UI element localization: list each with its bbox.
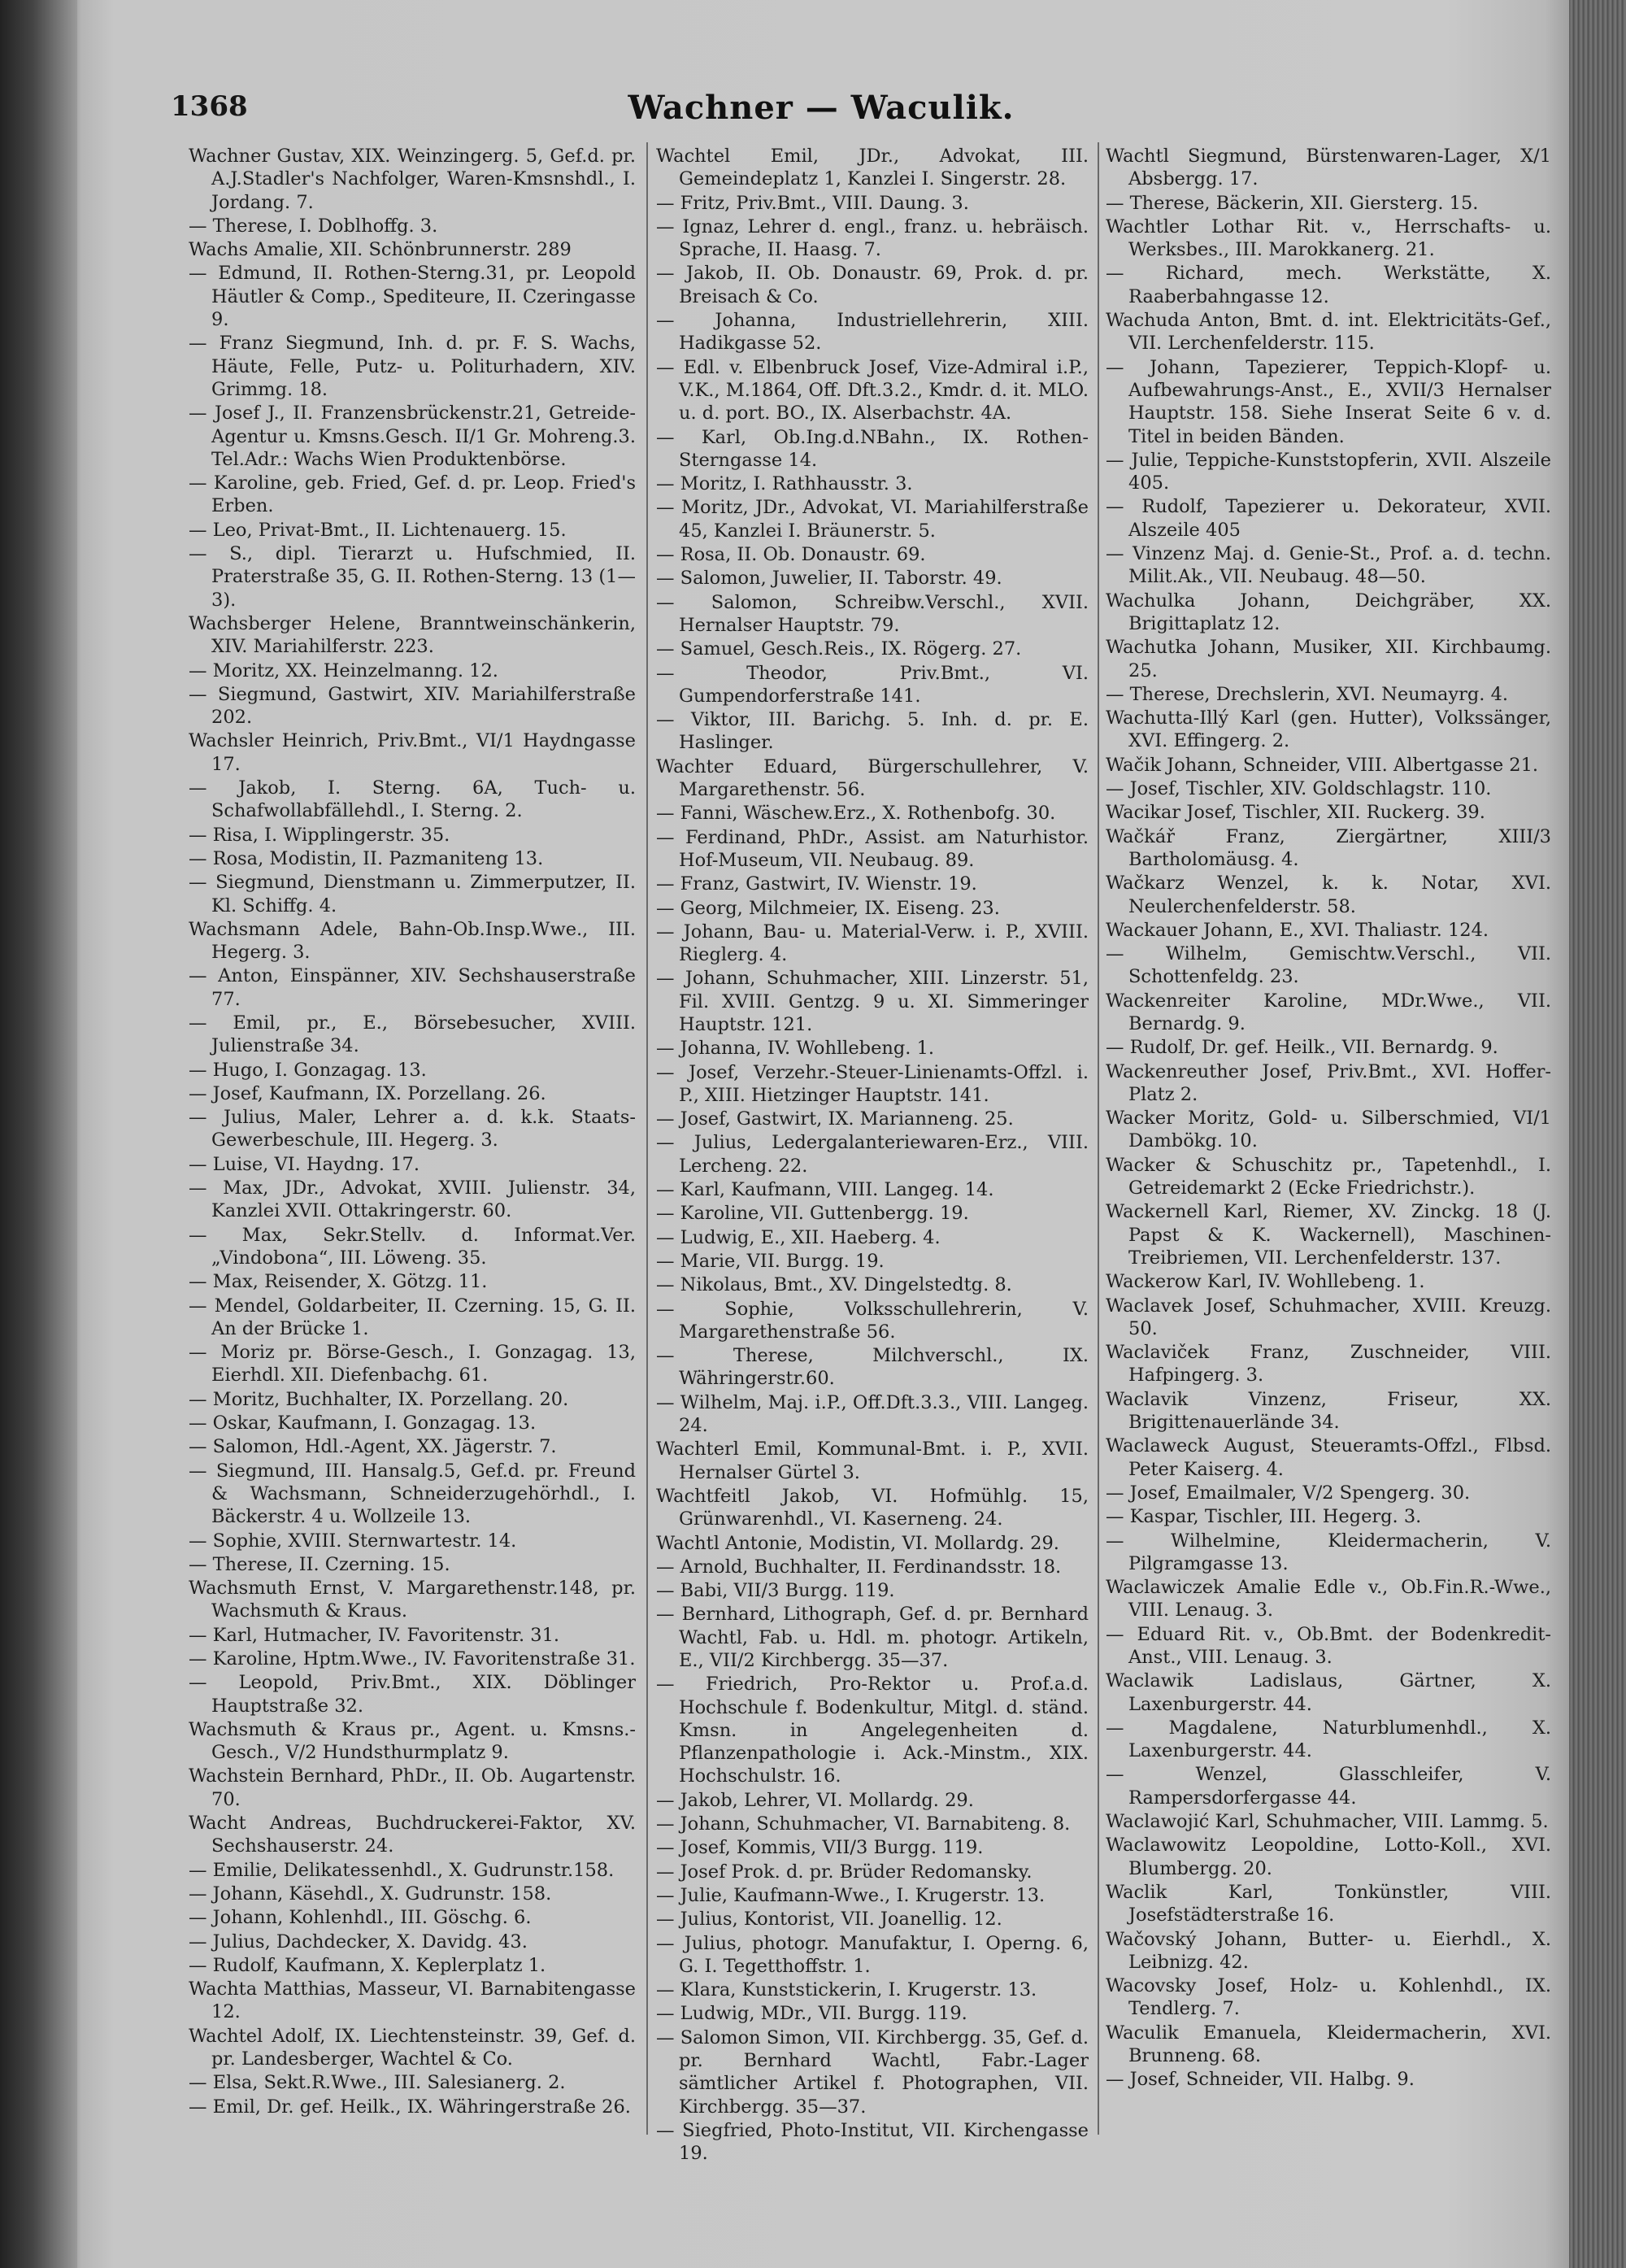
- directory-entry: — Kaspar, Tischler, III. Hegerg. 3.: [1106, 1506, 1422, 1528]
- directory-entry: — S., dipl. Tierarzt u. Hufschmied, II. Praterstraße 35, G. II. Rothen-Sterng. 13 (1—3).: [189, 543, 636, 611]
- directory-entry: — Josef, Schneider, VII. Halbg. 9.: [1106, 2069, 1415, 2091]
- directory-entry: — Emil, pr., E., Börsebesucher, XVIII. Julienstraße 34.: [189, 1012, 636, 1057]
- directory-entry: — Moritz, XX. Heinzelmanng. 12.: [189, 660, 498, 681]
- directory-entry: Wachsberger Helene, Branntweinschänkerin, XIV. Mariahilferstr. 223.: [189, 612, 636, 658]
- directory-entry: Waclawiczek Amalie Edle v., Ob.Fin.R.-Wwe., VIII. Lenaug. 3.: [1106, 1577, 1551, 1622]
- directory-entry: — Ludwig, E., XII. Haeberg. 4.: [656, 1226, 941, 1248]
- directory-entry: Wachsmuth Ernst, V. Margarethenstr.148, pr. Wachsmuth & Kraus.: [189, 1578, 636, 1622]
- directory-entry: — Moriz pr. Börse-Gesch., I. Gonzagag. 13, Eierhdl. XII. Diefenbachg. 61.: [189, 1342, 636, 1386]
- directory-entry: — Theodor, Priv.Bmt., VI. Gumpendorferstraße 141.: [656, 662, 1089, 707]
- directory-entry: — Josef, Gastwirt, IX. Marianneng. 25.: [656, 1108, 1014, 1130]
- directory-entry: — Siegmund, Dienstmann u. Zimmerputzer, II. Kl. Schiffg. 4.: [189, 872, 636, 916]
- directory-entry: — Salomon, Hdl.-Agent, XX. Jägerstr. 7.: [189, 1436, 557, 1458]
- directory-entry: — Sophie, Volksschullehrerin, V. Margarethenstraße 56.: [656, 1298, 1089, 1343]
- directory-entry: — Johanna, Industriellehrerin, XIII. Hadikgasse 52.: [656, 310, 1089, 355]
- directory-entry: — Josef, Kommis, VII/3 Burgg. 119.: [656, 1837, 984, 1859]
- directory-entry: — Salomon, Juwelier, II. Taborstr. 49.: [656, 568, 1002, 590]
- directory-entry: Waclik Karl, Tonkünstler, VIII. Josefstädterstraße 16.: [1106, 1881, 1551, 1926]
- directory-entry: Wačkarz Wenzel, k. k. Notar, XVI. Neulerchenfelderstr. 58.: [1106, 873, 1551, 917]
- directory-entry: — Ignaz, Lehrer d. engl., franz. u. hebräisch. Sprache, II. Haasg. 7.: [656, 215, 1089, 261]
- directory-entry: Wačik Johann, Schneider, VIII. Albertgasse 21.: [1106, 754, 1539, 776]
- directory-entry: — Arnold, Buchhalter, II. Ferdinandsstr. 18.: [656, 1556, 1062, 1578]
- directory-entry: Wacovsky Josef, Holz- u. Kohlenhdl., IX. Tendlerg. 7.: [1106, 1975, 1551, 2020]
- directory-entry: — Rosa, II. Ob. Donaustr. 69.: [656, 544, 926, 566]
- directory-entry: — Siegmund, III. Hansalg.5, Gef.d. pr. Freund & Wachsmann, Schneiderzugehörhdl., I. Bäckerstr. 4 u. Wollzeile 13.: [189, 1460, 636, 1528]
- directory-entry: — Julie, Teppiche-Kunststopferin, XVII. Alszeile 405.: [1106, 449, 1551, 494]
- directory-entry: — Max, Sekr.Stellv. d. Informat.Ver. „Vindobona“, III. Löweng. 35.: [189, 1224, 636, 1269]
- directory-entry: — Salomon, Schreibw.Verschl., XVII. Hernalser Hauptstr. 79.: [656, 591, 1089, 636]
- directory-entry: — Josef Prok. d. pr. Brüder Redomansky.: [656, 1861, 1033, 1883]
- directory-entry: Wachtl Antonie, Modistin, VI. Mollardg. 29.: [656, 1532, 1059, 1554]
- directory-entry: — Jakob, Lehrer, VI. Mollardg. 29.: [656, 1789, 974, 1811]
- directory-entry: — Viktor, III. Barichg. 5. Inh. d. pr. E. Haslinger.: [656, 709, 1089, 754]
- directory-entry: — Friedrich, Pro-Rektor u. Prof.a.d. Hochschule f. Bodenkultur, Mitgl. d. ständ. Kmsn. in Angelegenheiten d. Pflanzenpathologie i. Ack.-Minstm., XIX. Hochschulstr. 16.: [656, 1674, 1089, 1787]
- directory-entry: Waclaviček Franz, Zuschneider, VIII. Hafpingerg. 3.: [1106, 1342, 1551, 1386]
- directory-entry: Wackenreiter Karoline, MDr.Wwe., VII. Bernardg. 9.: [1106, 990, 1551, 1034]
- directory-entry: — Wilhelmine, Kleidermacherin, V. Pilgramgasse 13.: [1106, 1530, 1551, 1574]
- directory-entry: — Mendel, Goldarbeiter, II. Czerning. 15, G. II. An der Brücke 1.: [189, 1295, 636, 1339]
- directory-entry: — Johann, Bau- u. Material-Verw. i. P., XVIII. Rieglerg. 4.: [656, 921, 1089, 966]
- directory-entry: Wachuda Anton, Bmt. d. int. Elektricitäts-Gef., VII. Lerchenfelderstr. 115.: [1106, 310, 1551, 355]
- directory-entry: — Risa, I. Wipplingerstr. 35.: [189, 824, 450, 846]
- directory-entry: Wachutta-Illý Karl (gen. Hutter), Volkssänger, XVI. Effingerg. 2.: [1106, 707, 1551, 752]
- directory-entry: — Julius, Kontorist, VII. Joanellig. 12.: [656, 1909, 1002, 1931]
- directory-entry: — Josef, Tischler, XIV. Goldschlagstr. 110.: [1106, 778, 1492, 800]
- directory-entry: — Johann, Käsehdl., X. Gudrunstr. 158.: [189, 1883, 552, 1905]
- directory-entry: Wachner Gustav, XIX. Weinzingerg. 5, Gef.d. pr. A.J.Stadler's Nachfolger, Waren-Kmsnshdl., I. Jordang. 7.: [189, 146, 636, 213]
- directory-entry: — Max, Reisender, X. Götzg. 11.: [189, 1271, 488, 1293]
- directory-entry: Wachtfeitl Jakob, VI. Hofmühlg. 15, Grünwarenhdl., VI. Kaserneng. 24.: [656, 1485, 1089, 1530]
- directory-entry: Wachutka Johann, Musiker, XII. Kirchbaumg. 25.: [1106, 637, 1551, 681]
- directory-entry: — Karl, Kaufmann, VIII. Langeg. 14.: [656, 1179, 994, 1201]
- directory-entry: — Wenzel, Glasschleifer, V. Rampersdorfergasse 44.: [1106, 1764, 1551, 1809]
- directory-entry: — Jakob, II. Ob. Donaustr. 69, Prok. d. pr. Breisach & Co.: [656, 263, 1089, 307]
- directory-entry: — Franz Siegmund, Inh. d. pr. F. S. Wachs, Häute, Felle, Putz- u. Politurhadern, XIV. Grimmg. 18.: [189, 333, 636, 400]
- directory-entry: — Julius, Dachdecker, X. Davidg. 43.: [189, 1931, 528, 1952]
- directory-entry: — Emil, Dr. gef. Heilk., IX. Währingerstraße 26.: [189, 2096, 631, 2118]
- directory-entry: Wackerow Karl, IV. Wohllebeng. 1.: [1106, 1271, 1425, 1293]
- column-rule: [646, 142, 648, 2135]
- directory-column-2: [656, 145, 1089, 2165]
- directory-entry: Wachtel Adolf, IX. Liechtensteinstr. 39, Gef. d. pr. Landesberger, Wachtel & Co.: [189, 2025, 636, 2070]
- directory-entry: — Georg, Milchmeier, IX. Eiseng. 23.: [656, 897, 1000, 919]
- directory-entry: — Luise, VI. Haydng. 17.: [189, 1153, 420, 1175]
- directory-entry: — Moritz, JDr., Advokat, VI. Mariahilferstraße 45, Kanzlei I. Bräunerstr. 5.: [656, 497, 1089, 542]
- directory-entry: — Julius, photogr. Manufaktur, I. Operng. 6, G. I. Tegetthoffstr. 1.: [656, 1932, 1089, 1977]
- directory-entry: Wackauer Johann, E., XVI. Thaliastr. 124.: [1106, 919, 1489, 941]
- running-head: Wachner — Waculik.: [628, 89, 1015, 127]
- directory-entry: — Ferdinand, PhDr., Assist. am Naturhistor. Hof-Museum, VII. Neubaug. 89.: [656, 826, 1089, 871]
- directory-column-1: [189, 145, 636, 2137]
- directory-entry: Wachulka Johann, Deichgräber, XX. Brigittaplatz 12.: [1106, 590, 1551, 634]
- directory-entry: Wacker & Schuschitz pr., Tapetenhdl., I. Getreidemarkt 2 (Ecke Friedrichstr.).: [1106, 1154, 1551, 1199]
- directory-entry: — Magdalene, Naturblumenhdl., X. Laxenburgerstr. 44.: [1106, 1717, 1551, 1762]
- directory-entry: — Karoline, VII. Guttenbergg. 19.: [656, 1203, 969, 1225]
- directory-entry: Wachsmuth & Kraus pr., Agent. u. Kmsns.-Gesch., V/2 Hundsthurmplatz 9.: [189, 1718, 636, 1764]
- directory-entry: — Samuel, Gesch.Reis., IX. Rögerg. 27.: [656, 638, 1022, 660]
- directory-entry: — Therese, Drechslerin, XVI. Neumayrg. 4.: [1106, 683, 1509, 705]
- directory-entry: — Oskar, Kaufmann, I. Gonzagag. 13.: [189, 1413, 537, 1434]
- directory-entry: — Rosa, Modistin, II. Pazmaniteng 13.: [189, 847, 544, 869]
- directory-entry: — Max, JDr., Advokat, XVIII. Julienstr. 34, Kanzlei XVII. Ottakringerstr. 60.: [189, 1178, 636, 1222]
- directory-entry: — Julie, Kaufmann-Wwe., I. Krugerstr. 13.: [656, 1884, 1046, 1906]
- directory-entry: Waculik Emanuela, Kleidermacherin, XVI. Brunneng. 68.: [1106, 2022, 1551, 2067]
- directory-entry: Wachsler Heinrich, Priv.Bmt., VI/1 Haydngasse 17.: [189, 730, 636, 775]
- directory-entry: — Moritz, Buchhalter, IX. Porzellang. 20.: [189, 1388, 569, 1410]
- directory-entry: — Johanna, IV. Wohllebeng. 1.: [656, 1038, 935, 1060]
- directory-entry: — Nikolaus, Bmt., XV. Dingelstedtg. 8.: [656, 1274, 1012, 1296]
- directory-entry: — Karl, Ob.Ing.d.NBahn., IX. Rothen-Sterngasse 14.: [656, 426, 1089, 471]
- directory-entry: — Johann, Schuhmacher, XIII. Linzerstr. 51, Fil. XVIII. Gentzg. 9 u. XI. Simmeringer Hauptstr. 121.: [656, 968, 1089, 1035]
- directory-entry: — Emilie, Delikatessenhdl., X. Gudrunstr.158.: [189, 1859, 615, 1881]
- directory-entry: Wachtler Lothar Rit. v., Herrschafts- u. Werksbes., III. Marokkanerg. 21.: [1106, 215, 1551, 261]
- directory-entry: — Johann, Schuhmacher, VI. Barnabiteng. 8.: [656, 1813, 1071, 1835]
- directory-entry: — Wilhelm, Maj. i.P., Off.Dft.3.3., VIII. Langeg. 24.: [656, 1391, 1089, 1437]
- directory-entry: — Moritz, I. Rathhausstr. 3.: [656, 473, 913, 495]
- directory-entry: Waclawik Ladislaus, Gärtner, X. Laxenburgerstr. 44.: [1106, 1670, 1551, 1715]
- directory-entry: — Therese, II. Czerning. 15.: [189, 1553, 450, 1575]
- page-header: [171, 85, 1504, 142]
- directory-entry: Waclawowitz Leopoldine, Lotto-Koll., XVI. Blumbergg. 20.: [1106, 1835, 1551, 1879]
- directory-entry: Wačovský Johann, Butter- u. Eierhdl., X. Leibnizg. 42.: [1106, 1928, 1551, 1973]
- directory-entry: — Edl. v. Elbenbruck Josef, Vize-Admiral i.P., V.K., M.1864, Off. Dft.3.2., Kmdr. d. it. MLO. u. d. port. BO., IX. Alserbachstr. 4A.: [656, 356, 1089, 424]
- page-number: 1368: [171, 90, 248, 123]
- directory-entry: — Therese, Bäckerin, XII. Giersterg. 15.: [1106, 192, 1479, 214]
- directory-entry: — Johann, Kohlenhdl., III. Göschg. 6.: [189, 1907, 532, 1929]
- directory-entry: — Josef, Verzehr.-Steuer-Linienamts-Offzl. i. P., XIII. Hietzinger Hauptstr. 141.: [656, 1061, 1089, 1106]
- page-stack-edge: [1569, 0, 1626, 2268]
- directory-column-3: [1106, 145, 1551, 2137]
- directory-entry: — Eduard Rit. v., Ob.Bmt. der Bodenkredit-Anst., VIII. Lenaug. 3.: [1106, 1623, 1551, 1668]
- directory-entry: Waclawojić Karl, Schuhmacher, VIII. Lammg. 5.: [1106, 1811, 1549, 1833]
- directory-entry: — Bernhard, Lithograph, Gef. d. pr. Bernhard Wachtl, Fab. u. Hdl. m. photogr. Artikeln, E., VII/2 Kirchbergg. 35—37.: [656, 1604, 1089, 1671]
- directory-entry: — Sophie, XVIII. Sternwartestr. 14.: [189, 1530, 517, 1552]
- directory-entry: Wachterl Emil, Kommunal-Bmt. i. P., XVII. Hernalser Gürtel 3.: [656, 1439, 1089, 1483]
- column-rule: [1098, 142, 1099, 2135]
- directory-entry: Wackenreuther Josef, Priv.Bmt., XVI. Hoffer-Platz 2.: [1106, 1060, 1551, 1105]
- directory-entry: Waclavek Josef, Schuhmacher, XVIII. Kreuzg. 50.: [1106, 1295, 1551, 1339]
- directory-entry: Wachta Matthias, Masseur, VI. Barnabitengasse 12.: [189, 1979, 636, 2023]
- directory-entry: — Josef J., II. Franzensbrückenstr.21, Getreide-Agentur u. Kmsns.Gesch. II/1 Gr. Mohreng.3. Tel.Adr.: Wachs Wien Produktenbörse.: [189, 403, 636, 470]
- directory-entry: — Edmund, II. Rothen-Sterng.31, pr. Leopold Häutler & Comp., Spediteure, II. Czeringasse 9.: [189, 263, 636, 331]
- directory-entry: — Josef, Kaufmann, IX. Porzellang. 26.: [189, 1082, 546, 1104]
- directory-entry: — Josef, Emailmaler, V/2 Spengerg. 30.: [1106, 1482, 1471, 1504]
- directory-entry: — Karl, Hutmacher, IV. Favoritenstr. 31.: [189, 1624, 560, 1646]
- directory-entry: — Babi, VII/3 Burgg. 119.: [656, 1580, 895, 1602]
- directory-entry: — Franz, Gastwirt, IV. Wienstr. 19.: [656, 873, 977, 895]
- directory-entry: — Wilhelm, Gemischtw.Verschl., VII. Schottenfeldg. 23.: [1106, 943, 1551, 988]
- directory-entry: — Klara, Kunststickerin, I. Krugerstr. 13.: [656, 1979, 1037, 2001]
- directory-entry: — Rudolf, Dr. gef. Heilk., VII. Bernardg. 9.: [1106, 1037, 1498, 1059]
- directory-entry: Wachter Eduard, Bürgerschullehrer, V. Margarethenstr. 56.: [656, 755, 1089, 801]
- directory-entry: — Richard, mech. Werkstätte, X. Raaberbahngasse 12.: [1106, 263, 1551, 307]
- directory-entry: — Leopold, Priv.Bmt., XIX. Döblinger Hauptstraße 32.: [189, 1672, 636, 1717]
- directory-entry: Wacker Moritz, Gold- u. Silberschmied, VI/1 Dambökg. 10.: [1106, 1108, 1551, 1152]
- directory-entry: — Therese, Milchverschl., IX. Währingerstr.60.: [656, 1345, 1089, 1390]
- directory-entry: — Julius, Ledergalanteriewaren-Erz., VIII. Lercheng. 22.: [656, 1132, 1089, 1177]
- directory-entry: — Julius, Maler, Lehrer a. d. k.k. Staats-Gewerbeschule, III. Hegerg. 3.: [189, 1107, 636, 1151]
- directory-entry: — Therese, I. Doblhoffg. 3.: [189, 215, 438, 237]
- directory-entry: Wachsmann Adele, Bahn-Ob.Insp.Wwe., III. Hegerg. 3.: [189, 918, 636, 964]
- directory-entry: — Siegmund, Gastwirt, XIV. Mariahilferstraße 202.: [189, 683, 636, 729]
- directory-entry: — Jakob, I. Sterng. 6A, Tuch- u. Schafwollabfällehdl., I. Sterng. 2.: [189, 777, 636, 822]
- directory-entry: — Fanni, Wäschew.Erz., X. Rothenbofg. 30.: [656, 803, 1056, 825]
- directory-entry: — Leo, Privat-Bmt., II. Lichtenauerg. 15.: [189, 519, 567, 541]
- directory-entry: Wachtl Siegmund, Bürstenwaren-Lager, X/1 Absbergg. 17.: [1106, 146, 1551, 190]
- directory-entry: — Hugo, I. Gonzagag. 13.: [189, 1059, 427, 1081]
- directory-entry: Waclaweck August, Steueramts-Offzl., Flbsd. Peter Kaiserg. 4.: [1106, 1435, 1551, 1480]
- directory-entry: — Rudolf, Tapezierer u. Dekorateur, XVII. Alszeile 405: [1106, 496, 1551, 541]
- directory-entry: Wachstein Bernhard, PhDr., II. Ob. Augartenstr. 70.: [189, 1765, 636, 1810]
- directory-entry: — Marie, VII. Burgg. 19.: [656, 1250, 885, 1272]
- directory-entry: Wachtel Emil, JDr., Advokat, III. Gemeindeplatz 1, Kanzlei I. Singerstr. 28.: [656, 146, 1089, 190]
- directory-entry: — Fritz, Priv.Bmt., VIII. Daung. 3.: [656, 192, 969, 214]
- directory-entry: — Johann, Tapezierer, Teppich-Klopf- u. Aufbewahrungs-Anst., E., XVII/3 Hernalser Hauptstr. 158. Siehe Inserat Seite 6 v. d. Titel in beiden Bänden.: [1106, 356, 1551, 447]
- directory-entry: — Vinzenz Maj. d. Genie-St., Prof. a. d. techn. Milit.Ak., VII. Neubaug. 48—50.: [1106, 543, 1551, 588]
- directory-entry: Wacikar Josef, Tischler, XII. Ruckerg. 39.: [1106, 802, 1485, 824]
- directory-entry: Wačkář Franz, Ziergärtner, XIII/3 Bartholomäusg. 4.: [1106, 825, 1551, 870]
- directory-entry: — Rudolf, Kaufmann, X. Keplerplatz 1.: [189, 1954, 546, 1976]
- directory-entry: — Karoline, geb. Fried, Gef. d. pr. Leop. Fried's Erben.: [189, 472, 636, 517]
- directory-entry: Wackernell Karl, Riemer, XV. Zinckg. 18 (J. Papst & K. Wackernell), Maschinen-Treibriemen, VII. Lerchenfelderstr. 137.: [1106, 1201, 1551, 1269]
- directory-entry: Wachs Amalie, XII. Schönbrunnerstr. 289: [189, 239, 572, 261]
- directory-entry: — Anton, Einspänner, XIV. Sechshauserstraße 77.: [189, 965, 636, 1010]
- directory-entry: — Elsa, Sekt.R.Wwe., III. Salesianerg. 2.: [189, 2072, 566, 2094]
- directory-entry: — Ludwig, MDr., VII. Burgg. 119.: [656, 2003, 967, 2025]
- book-gutter: [0, 0, 77, 2268]
- directory-entry: — Karoline, Hptm.Wwe., IV. Favoritenstraße 31.: [189, 1648, 636, 1669]
- directory-entry: Wacht Andreas, Buchdruckerei-Faktor, XV. Sechshauserstr. 24.: [189, 1813, 636, 1857]
- directory-entry: — Siegfried, Photo-Institut, VII. Kirchengasse 19.: [656, 2119, 1089, 2165]
- directory-entry: Waclavik Vinzenz, Friseur, XX. Brigittenauerlände 34.: [1106, 1388, 1551, 1434]
- directory-entry: — Salomon Simon, VII. Kirchbergg. 35, Gef. d. pr. Bernhard Wachtl, Fabr.-Lager sämtlicher Artikel f. Photographen, VII. Kirchbergg. 35—37.: [656, 2026, 1089, 2118]
